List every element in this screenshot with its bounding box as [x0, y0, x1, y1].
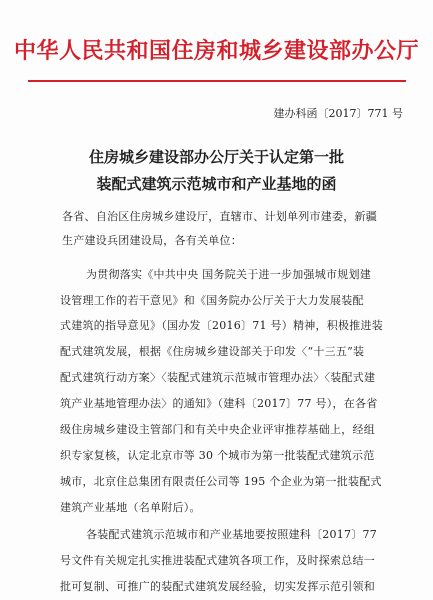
paragraph-1-line-3: 式建筑的指导意见》（国办发〔2016〕71 号）精神，积极推进装 [60, 319, 383, 332]
paragraph-1-line-2: 设管理工作的若干意见》和《国务院办公厅关于大力发展装配 [60, 294, 364, 307]
paragraph-1-line-8: 织专家复核，认定北京市等 30 个城市为第一批装配式建筑示范 [60, 449, 375, 462]
masthead-red-rule [28, 80, 406, 82]
masthead-title: 中华人民共和国住房和城乡建设部办公厅 [13, 39, 419, 64]
paragraph-1-line-5: 配式建筑行动方案〉〈装配式建筑示范城市管理办法〉〈装配式建 [60, 371, 376, 384]
addressee-line-2: 生产建设兵团建设局，各有关单位： [62, 234, 242, 247]
paragraph-2-line-1: 各装配式建筑示范城市和产业基地要按照建科〔2017〕77 [86, 528, 377, 541]
paragraph-2-line-2: 号文件有关规定扎实推进装配式建筑各项工作，及时探索总结一 [60, 554, 375, 567]
paragraph-1-line-7: 级住房城乡建设主管部门和有关中央企业评审推荐基础上，经组 [60, 423, 375, 436]
document-number: 建办科函〔2017〕771 号 [273, 107, 403, 120]
paragraph-1-line-6: 筑产业基地管理办法〉的通知》（建科〔2017〕77 号），在各省 [60, 397, 378, 410]
document-title-line-2: 装配式建筑示范城市和产业基地的函 [96, 175, 337, 193]
paragraph-1-line-10: 建筑产业基地（名单附后）。 [60, 501, 201, 514]
paragraph-1-line-9: 城市，北京住总集团有限责任公司等 195 个企业为第一批装配式 [60, 475, 382, 488]
paragraph-2-line-3: 批可复制、可推广的装配式建筑发展经验，切实发挥示范引领和 [60, 580, 375, 593]
addressee-line-1: 各省、自治区住房城乡建设厅，直辖市、计划单列市建委，新疆 [62, 210, 377, 223]
document-title-line-1: 住房城乡建设部办公厅关于认定第一批 [88, 148, 344, 166]
paragraph-1-line-4: 配式建筑发展，根据《住房城乡建设部关于印发〈“十三五”装 [60, 345, 365, 358]
paragraph-1-line-1: 为贯彻落实《中共中央 国务院关于进一步加强城市规划建 [86, 268, 371, 281]
